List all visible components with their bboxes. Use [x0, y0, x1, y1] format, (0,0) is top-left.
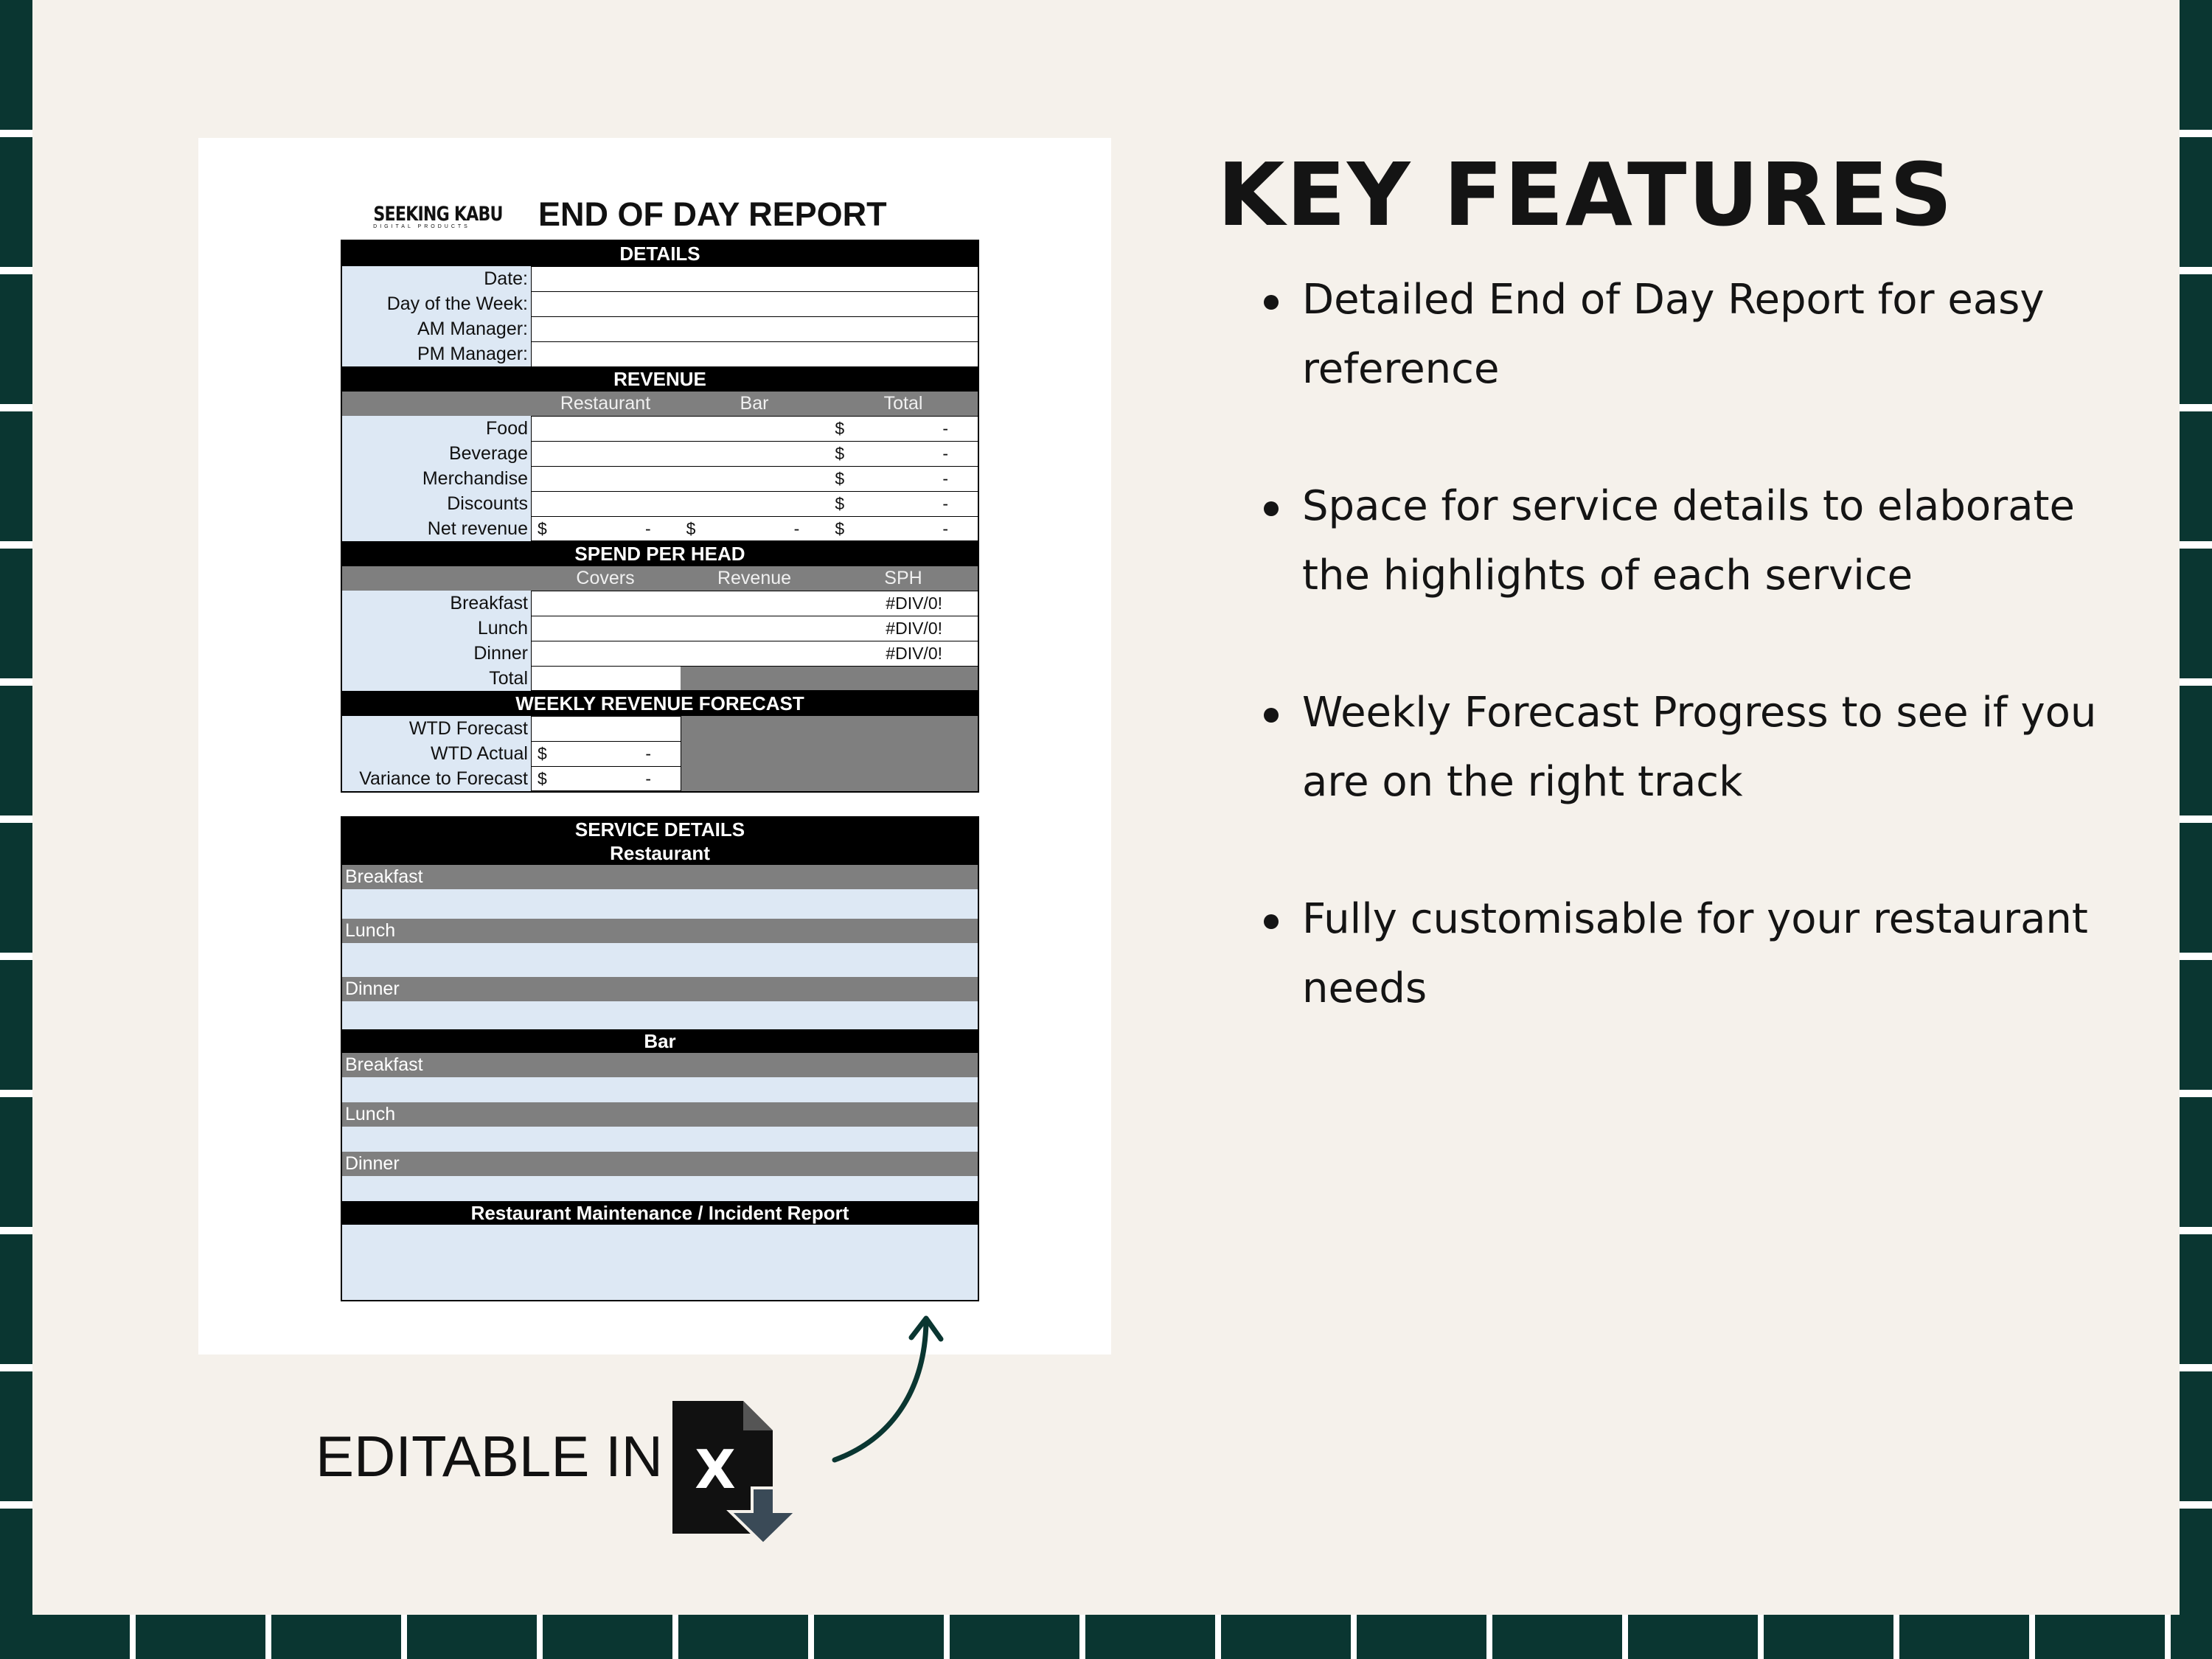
- row-label: Merchandise: [342, 466, 531, 491]
- details-row: [342, 341, 978, 366]
- key-features-title: KEY FEATURES: [1217, 144, 1954, 246]
- bar-cell[interactable]: [681, 467, 830, 491]
- forecast-row: [342, 741, 681, 766]
- variance-cell: [532, 767, 681, 790]
- details-row: [342, 291, 978, 316]
- bar-lunch-notes[interactable]: [342, 1127, 978, 1152]
- sph-row: [342, 641, 978, 666]
- row-label: Beverage: [342, 441, 531, 466]
- report-title: END OF DAY REPORT: [538, 195, 887, 233]
- empty-value: -: [645, 769, 651, 788]
- restaurant-cell[interactable]: [532, 467, 681, 491]
- revenue-heading: REVENUE: [342, 366, 978, 392]
- feature-item: Weekly Forecast Progress to see if you are on the right track: [1256, 678, 2141, 817]
- row-label: Discounts: [342, 491, 531, 516]
- row-label: Lunch: [342, 616, 531, 641]
- sph-value: #DIV/0!: [886, 644, 943, 663]
- maintenance-notes[interactable]: [342, 1225, 978, 1300]
- forecast-row: [342, 766, 681, 791]
- net-total-cell: [829, 517, 978, 540]
- sph-cell: [829, 641, 978, 666]
- currency-symbol: $: [538, 519, 547, 538]
- feature-item: Space for service details to elaborate the highlights of each service: [1256, 472, 2141, 611]
- currency-symbol: $: [686, 519, 696, 538]
- sph-column-headers: [342, 566, 978, 591]
- currency-symbol: $: [538, 744, 547, 763]
- restaurant-cell[interactable]: [532, 492, 681, 516]
- currency-symbol: $: [835, 519, 845, 538]
- empty-value: -: [942, 494, 949, 513]
- excel-download-icon: [669, 1401, 802, 1545]
- row-label: Net revenue: [342, 516, 531, 541]
- editable-in-label: EDITABLE IN: [316, 1424, 664, 1489]
- currency-symbol: $: [835, 444, 845, 463]
- empty-value: -: [942, 519, 949, 538]
- sph-heading: SPEND PER HEAD: [342, 541, 978, 566]
- blank-grey-cell: [681, 667, 830, 690]
- sph-value: #DIV/0!: [886, 594, 943, 613]
- restaurant-subheading: Restaurant: [342, 841, 978, 865]
- total-cell: [829, 492, 978, 516]
- revenue-cell[interactable]: [681, 616, 830, 641]
- row-label: Variance to Forecast: [342, 766, 531, 791]
- covers-total-cell: [532, 667, 681, 690]
- sph-value: #DIV/0!: [886, 619, 943, 638]
- sph-total-row: [342, 666, 978, 691]
- net-revenue-row: [342, 516, 978, 541]
- net-restaurant-cell: [532, 517, 681, 540]
- forecast-chart-area: [681, 716, 978, 791]
- meal-label-bar: Dinner: [342, 977, 978, 1001]
- row-label: Dinner: [342, 641, 531, 666]
- service-heading: SERVICE DETAILS: [342, 818, 978, 841]
- pm-manager-input-cell[interactable]: [531, 341, 978, 366]
- restaurant-cell[interactable]: [532, 417, 681, 441]
- forecast-heading: WEEKLY REVENUE FORECAST: [342, 691, 978, 716]
- revenue-row: [342, 441, 978, 466]
- end-of-day-report-sheet: [341, 188, 979, 1301]
- empty-value: -: [942, 469, 949, 488]
- row-label: Food: [342, 416, 531, 441]
- sph-cell: [829, 591, 978, 616]
- empty-value: -: [645, 744, 651, 763]
- curved-arrow-icon: [829, 1305, 954, 1467]
- tile-border-right: [2180, 0, 2212, 1659]
- total-cell: [829, 467, 978, 491]
- feature-item: Detailed End of Day Report for easy reference: [1256, 265, 2141, 404]
- currency-symbol: $: [835, 494, 845, 513]
- forecast-row: [342, 716, 681, 741]
- excel-letter: X: [695, 1439, 736, 1500]
- bar-subheading: Bar: [342, 1029, 978, 1053]
- main-canvas: [32, 0, 2180, 1615]
- revenue-row: [342, 491, 978, 516]
- forecast-block: [342, 716, 978, 791]
- logo-main-text: SEEKING KABU: [373, 203, 503, 226]
- wtd-forecast-input[interactable]: [531, 716, 681, 741]
- sheet-header: [341, 188, 979, 240]
- restaurant-breakfast-notes[interactable]: [342, 889, 978, 919]
- restaurant-lunch-notes[interactable]: [342, 943, 978, 977]
- field-label: PM Manager:: [342, 341, 531, 366]
- field-label: Day of the Week:: [342, 291, 531, 316]
- logo-sub-text: DIGITAL PRODUCTS: [373, 224, 470, 229]
- feature-item: Fully customisable for your restaurant needs: [1256, 885, 2141, 1023]
- brand-logo: [363, 203, 503, 229]
- row-label: Total: [342, 666, 531, 691]
- covers-cell[interactable]: [532, 641, 681, 666]
- revenue-row: [342, 416, 978, 441]
- features-list: [1256, 265, 2141, 1091]
- empty-value: -: [942, 444, 949, 463]
- wtd-actual-cell: [532, 742, 681, 766]
- meal-label-bar: Lunch: [342, 919, 978, 943]
- am-manager-input-cell[interactable]: [531, 316, 978, 341]
- details-row: [342, 316, 978, 341]
- total-cell: [829, 417, 978, 441]
- row-label: WTD Forecast: [342, 716, 531, 741]
- column-header: Bar: [740, 393, 769, 414]
- empty-value: -: [645, 519, 651, 538]
- empty-value: -: [793, 519, 800, 538]
- sph-row: [342, 591, 978, 616]
- revenue-row: [342, 466, 978, 491]
- date-input-cell[interactable]: [531, 266, 978, 291]
- currency-symbol: $: [835, 419, 845, 438]
- meal-label-bar: Lunch: [342, 1102, 978, 1127]
- bar-cell[interactable]: [681, 442, 830, 466]
- meal-label-bar: Dinner: [342, 1152, 978, 1176]
- row-label: Breakfast: [342, 591, 531, 616]
- meal-label-bar: Breakfast: [342, 1053, 978, 1077]
- covers-cell[interactable]: [532, 616, 681, 641]
- total-cell: [829, 442, 978, 466]
- revenue-cell[interactable]: [681, 641, 830, 666]
- field-label: AM Manager:: [342, 316, 531, 341]
- revenue-cell[interactable]: [681, 591, 830, 616]
- column-header: SPH: [884, 568, 922, 588]
- restaurant-dinner-notes[interactable]: [342, 1001, 978, 1029]
- revenue-column-headers: [342, 392, 978, 416]
- details-row: [342, 266, 978, 291]
- maintenance-heading: Restaurant Maintenance / Incident Report: [342, 1201, 978, 1225]
- sph-row: [342, 616, 978, 641]
- currency-symbol: $: [538, 769, 547, 788]
- row-label: WTD Actual: [342, 741, 531, 766]
- service-details-table: [341, 816, 979, 1301]
- empty-value: -: [942, 419, 949, 438]
- day-input-cell[interactable]: [531, 291, 978, 316]
- summary-table: [341, 240, 979, 793]
- sph-cell: [829, 616, 978, 641]
- covers-cell[interactable]: [532, 591, 681, 616]
- tile-border-left: [0, 0, 32, 1659]
- blank-grey-cell: [829, 667, 978, 690]
- column-header: Total: [883, 393, 923, 414]
- bar-breakfast-notes[interactable]: [342, 1077, 978, 1102]
- bar-cell[interactable]: [681, 492, 830, 516]
- bar-cell[interactable]: [681, 417, 830, 441]
- bar-dinner-notes[interactable]: [342, 1176, 978, 1201]
- column-header: Revenue: [717, 568, 792, 588]
- tile-border-bottom: [0, 1615, 2212, 1659]
- net-bar-cell: [681, 517, 830, 540]
- restaurant-cell[interactable]: [532, 442, 681, 466]
- meal-label-bar: Breakfast: [342, 865, 978, 889]
- field-label: Date:: [342, 266, 531, 291]
- column-header: Restaurant: [560, 393, 651, 414]
- currency-symbol: $: [835, 469, 845, 488]
- column-header: Covers: [576, 568, 635, 588]
- details-heading: DETAILS: [342, 241, 978, 266]
